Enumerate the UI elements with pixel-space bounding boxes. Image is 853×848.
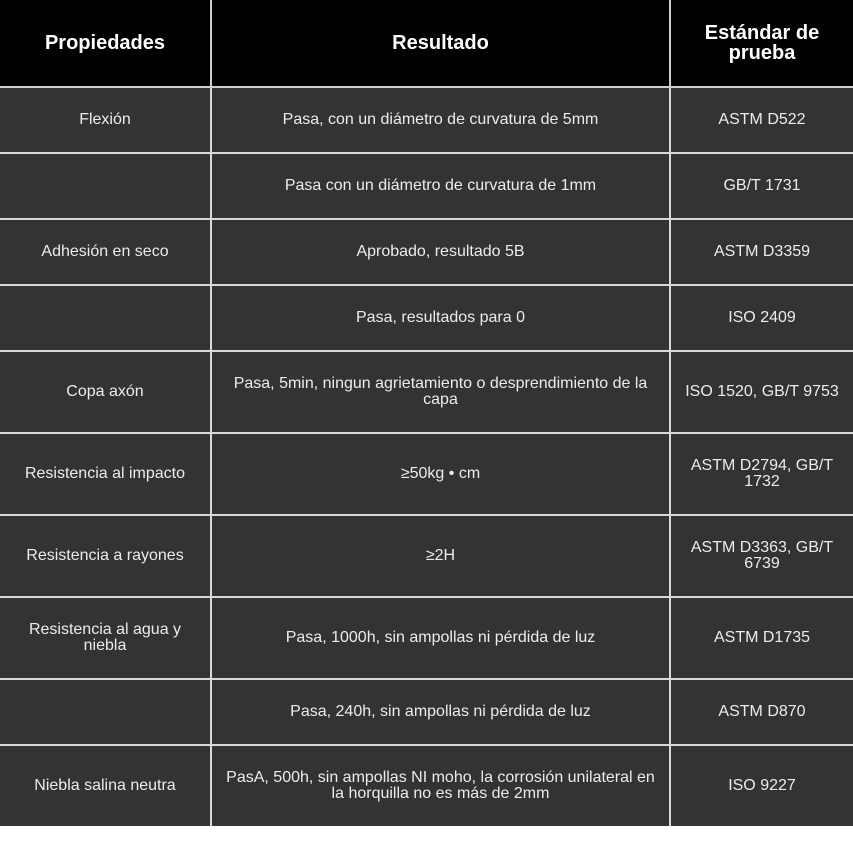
property-cell: Resistencia al agua y niebla bbox=[0, 597, 211, 679]
table-row bbox=[0, 219, 853, 285]
standard-cell: ASTM D870 bbox=[670, 679, 853, 745]
property-cell: Flexión bbox=[0, 87, 211, 153]
property-cell bbox=[0, 153, 211, 219]
result-cell: Pasa, resultados para 0 bbox=[211, 285, 670, 351]
property-cell: Niebla salina neutra bbox=[0, 745, 211, 826]
table-row bbox=[0, 745, 853, 826]
result-cell: Aprobado, resultado 5B bbox=[211, 219, 670, 285]
header-row bbox=[0, 0, 853, 87]
table-row bbox=[0, 153, 853, 219]
result-cell: Pasa con un diámetro de curvatura de 1mm bbox=[211, 153, 670, 219]
standard-cell: GB/T 1731 bbox=[670, 153, 853, 219]
result-cell: Pasa, 1000h, sin ampollas ni pérdida de luz bbox=[211, 597, 670, 679]
standard-cell: ASTM D3359 bbox=[670, 219, 853, 285]
table-row bbox=[0, 679, 853, 745]
table-row bbox=[0, 351, 853, 433]
result-cell: ≥50kg • cm bbox=[211, 433, 670, 515]
result-cell: Pasa, con un diámetro de curvatura de 5mm bbox=[211, 87, 670, 153]
property-cell: Adhesión en seco bbox=[0, 219, 211, 285]
result-cell: PasA, 500h, sin ampollas NI moho, la corrosión unilateral en la horquilla no es más de 2mm bbox=[211, 745, 670, 826]
header-properties: Propiedades bbox=[0, 0, 211, 87]
property-cell: Copa axón bbox=[0, 351, 211, 433]
table-row bbox=[0, 87, 853, 153]
property-cell: Resistencia al impacto bbox=[0, 433, 211, 515]
table-row bbox=[0, 597, 853, 679]
result-cell: ≥2H bbox=[211, 515, 670, 597]
result-cell: Pasa, 5min, ningun agrietamiento o desprendimiento de la capa bbox=[211, 351, 670, 433]
table-row bbox=[0, 285, 853, 351]
property-cell: Resistencia a rayones bbox=[0, 515, 211, 597]
standard-cell: ISO 9227 bbox=[670, 745, 853, 826]
standard-cell: ASTM D2794, GB/T 1732 bbox=[670, 433, 853, 515]
property-cell bbox=[0, 679, 211, 745]
standard-cell: ISO 2409 bbox=[670, 285, 853, 351]
table-row bbox=[0, 515, 853, 597]
header-result: Resultado bbox=[211, 0, 670, 87]
standard-cell: ASTM D3363, GB/T 6739 bbox=[670, 515, 853, 597]
header-standard: Estándar de prueba bbox=[670, 0, 853, 87]
standard-cell: ASTM D522 bbox=[670, 87, 853, 153]
table-row bbox=[0, 433, 853, 515]
property-cell bbox=[0, 285, 211, 351]
standard-cell: ISO 1520, GB/T 9753 bbox=[670, 351, 853, 433]
result-cell: Pasa, 240h, sin ampollas ni pérdida de luz bbox=[211, 679, 670, 745]
standard-cell: ASTM D1735 bbox=[670, 597, 853, 679]
